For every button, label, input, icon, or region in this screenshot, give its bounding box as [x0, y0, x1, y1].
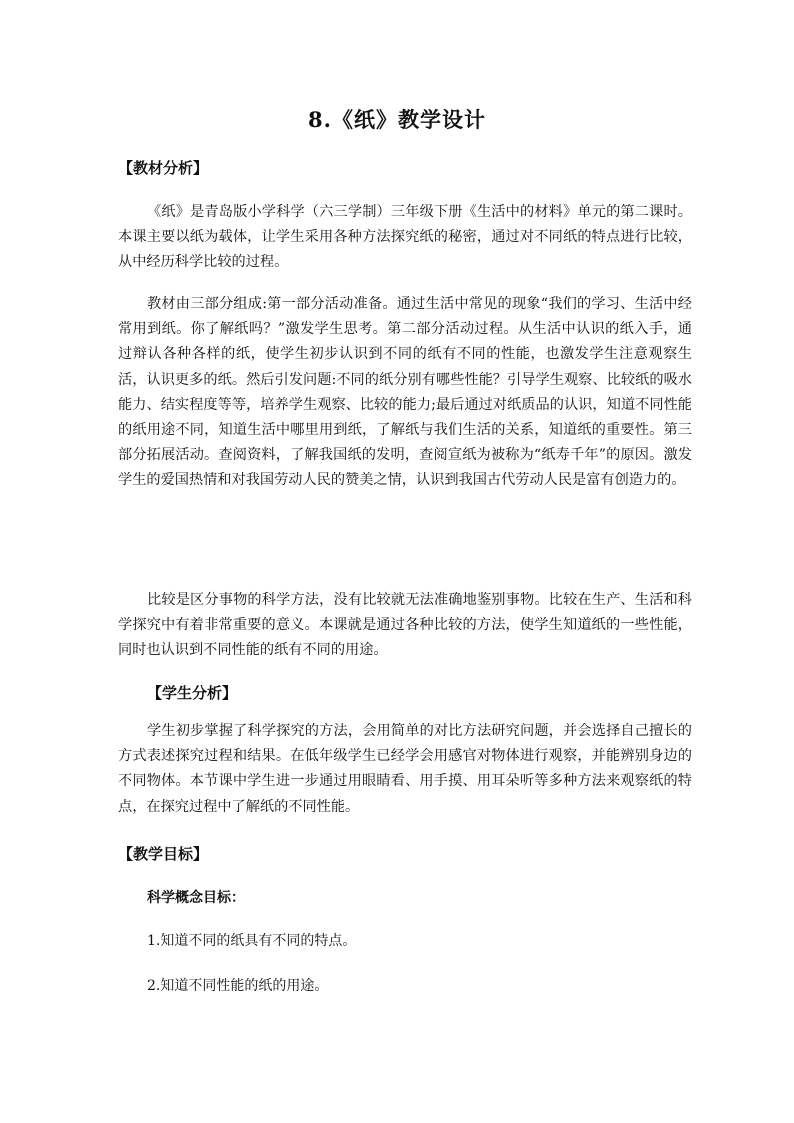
teaching-goals-subheading: 科学概念目标：: [147, 890, 245, 906]
section-heading-material-analysis: 【教材分析】: [118, 159, 209, 177]
student-analysis-paragraph: 学生初步掌握了科学探究的方法，会用简单的对比方法研究问题，并会选择自己擅长的方式表述探究过程和结果。在低年级学生已经学会用感官对物体进行观察，并能辨别身边的不同物体。本节课中学生进一步通过用眼睛看、用手摸、用耳朵听等多种方法来观察纸的特点，在探究过程中了解纸的不同性能。: [118, 723, 692, 815]
material-analysis-paragraph-3: 比较是区分事物的科学方法，没有比较就无法准确地鉴别事物。比较在生产、生活和科学探究中有着非常重要的意义。本课就是通过各种比较的方法，使学生知道纸的一些性能，同时也认识到不同性能的纸有不同的用途。: [118, 592, 692, 659]
page-title: 8.《纸》教学设计: [308, 107, 486, 132]
section-heading-student-analysis: 【学生分析】: [147, 684, 238, 702]
teaching-goal-item-2: 2.知道不同性能的纸的用途。: [147, 978, 329, 994]
material-analysis-paragraph-1: 《纸》是青岛版小学科学（六三学制）三年级下册《生活中的材料》单元的第二课时。本课主要以纸为载体，让学生采用各种方法探究纸的秘密，通过对不同纸的特点进行比较，从中经历科学比较的过程。: [118, 204, 692, 271]
teaching-goal-item-1: 1.知道不同的纸具有不同的特点。: [147, 933, 357, 949]
material-analysis-paragraph-2: 教材由三部分组成:第一部分活动准备。通过生活中常见的现象“我们的学习、生活中经常用到纸。你了解纸吗？”激发学生思考。第二部分活动过程。从生活中认识的纸入手，通过辩认各种各样的纸，使学生初步认识到不同的纸有不同的性能，也激发学生注意观察生活，认识更多的纸。然后引发问题:不同的纸分别有哪些性能？引导学生观察、比较纸的吸水能力、结实程度等等，培养学生观察、比较的能力;最后通过对纸质品的认识，知道不同性能的纸用途不同，知道生活中哪里用到纸，了解纸与我们生活的关系，知道纸的重要性。第三部分拓展活动。查阅资料，了解我国纸的发明，查阅宣纸为被称为“纸寿千年”的原因。激发学生的爱国热情和对我国劳动人民的赞美之情，认识到我国古代劳动人民是富有创造力的。: [118, 296, 692, 489]
section-heading-teaching-goals: 【教学目标】: [118, 845, 209, 863]
